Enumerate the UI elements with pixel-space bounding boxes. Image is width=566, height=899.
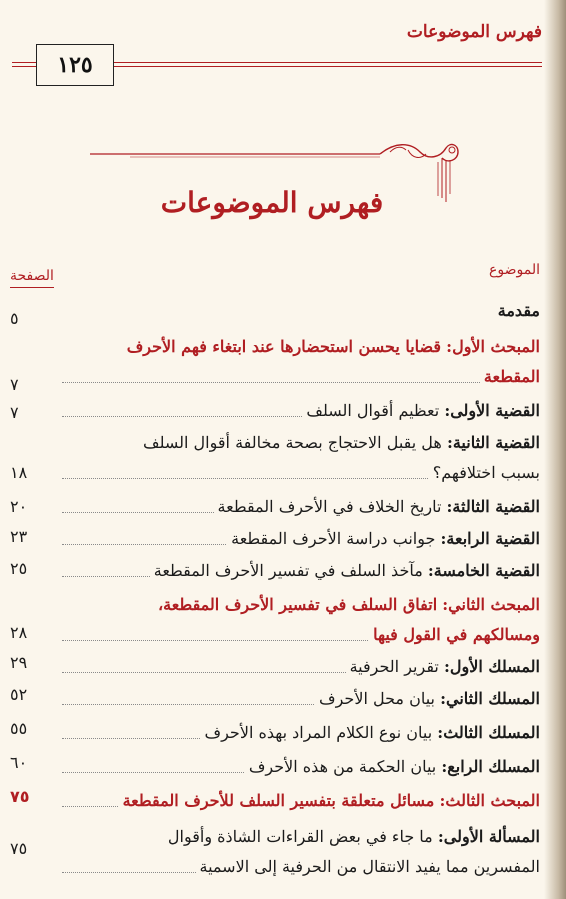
toc-entry-page: ٢٨ xyxy=(10,623,28,642)
toc-entry-label: القضية الأولى: xyxy=(444,401,540,420)
toc-entry-page: ٧ xyxy=(10,403,19,422)
toc-entry-label: القضية الخامسة: xyxy=(427,561,540,580)
toc-entry xyxy=(10,718,540,748)
toc-entry-text: ما جاء في بعض القراءات الشاذة وأقوال xyxy=(167,827,433,846)
toc-entry xyxy=(10,492,540,522)
toc-entry-page: ٢٩ xyxy=(10,653,28,672)
page-title: فهرس الموضوعات xyxy=(160,186,384,219)
toc-entry xyxy=(10,428,540,488)
toc-entry-label: المسألة الأولى: xyxy=(437,827,540,846)
toc-entry-text: مآخذ السلف في تفسير الأحرف المقطعة xyxy=(153,561,423,580)
toc-entry-text: قضايا يحسن استحضارها عند ابتغاء فهم الأحرف xyxy=(126,337,442,356)
toc-entry-text: تعظيم أقوال السلف xyxy=(306,401,440,420)
toc-entry-label: المبحث الثاني: xyxy=(442,595,540,614)
toc-entry xyxy=(10,524,540,554)
toc-entry-label: المسلك الثالث: xyxy=(437,723,540,742)
toc-entry xyxy=(10,332,540,392)
toc-entry-page: ٥٥ xyxy=(10,719,28,738)
running-header-title: فهرس الموضوعات xyxy=(406,22,542,42)
toc-entry-text: بيان الحكمة من هذه الأحرف xyxy=(248,757,437,776)
toc-entry-text: تقرير الحرفية xyxy=(349,657,439,676)
toc-entry-label: المسلك الرابع: xyxy=(441,757,540,776)
toc-entry-page: ٦٠ xyxy=(10,753,28,772)
toc-entry-page: ٢٣ xyxy=(10,527,28,546)
toc-entry-label: المسلك الثاني: xyxy=(440,689,540,708)
toc-entry xyxy=(10,556,540,586)
toc-entry-continuation: المفسرين مما يفيد الانتقال من الحرفية إلى الاسمية xyxy=(199,857,540,876)
toc-entry-text: مسائل متعلقة بتفسير السلف للأحرف المقطعة xyxy=(122,791,435,810)
toc-entry-page: ٥٢ xyxy=(10,685,28,704)
toc-entry-page: ٥ xyxy=(10,309,19,328)
column-header-topic: الموضوع xyxy=(489,262,540,278)
toc-entry xyxy=(10,396,540,426)
toc-entry-label: القضية الرابعة: xyxy=(440,529,540,548)
page-number: ١٢٥ xyxy=(57,52,93,78)
toc-entry xyxy=(10,786,540,816)
toc-entry-page: ١٨ xyxy=(10,463,28,482)
toc-entry xyxy=(10,652,540,682)
column-header-page: الصفحة xyxy=(10,268,54,288)
toc-entry-label: القضية الثالثة: xyxy=(446,497,540,516)
toc-entry xyxy=(10,752,540,782)
toc-entry-text: جوانب دراسة الأحرف المقطعة xyxy=(231,529,436,548)
toc-entry-text: هل يقبل الاحتجاج بصحة مخالفة أقوال السلف xyxy=(143,433,442,452)
toc-entry-label: المبحث الثالث: xyxy=(439,791,540,810)
toc-entry-page: ٢٠ xyxy=(10,497,28,516)
toc-entry-text: اتفاق السلف في تفسير الأحرف المقطعة، xyxy=(158,595,438,614)
toc-entry-label: مقدمة xyxy=(497,301,540,320)
toc-entry-text: تاريخ الخلاف في الأحرف المقطعة xyxy=(217,497,442,516)
toc-entry xyxy=(10,822,540,882)
toc-entry xyxy=(10,590,540,650)
toc-entry-page: ٧ xyxy=(10,375,19,394)
toc-entry-text: بيان نوع الكلام المراد بهذه الأحرف xyxy=(204,723,433,742)
toc-entry-label: القضية الثانية: xyxy=(446,433,540,452)
toc-entry-page: ٧٥ xyxy=(10,787,30,806)
toc-entry-label: المسلك الأول: xyxy=(443,657,540,676)
toc-entry xyxy=(10,296,540,326)
page-number-box xyxy=(36,44,114,86)
toc-entry-text: بيان محل الأحرف xyxy=(319,689,435,708)
toc-entry-page: ٧٥ xyxy=(10,839,28,858)
page-edge-shadow xyxy=(544,0,566,899)
toc-entry-continuation: بسبب اختلافهم؟ xyxy=(432,463,540,482)
toc-entry-continuation: ومسالكهم في القول فيها xyxy=(373,625,540,644)
toc-entry-label: المبحث الأول: xyxy=(446,337,540,356)
toc-entry-continuation: المقطعة xyxy=(483,367,540,386)
toc-entry-page: ٢٥ xyxy=(10,559,28,578)
toc-entry xyxy=(10,684,540,714)
